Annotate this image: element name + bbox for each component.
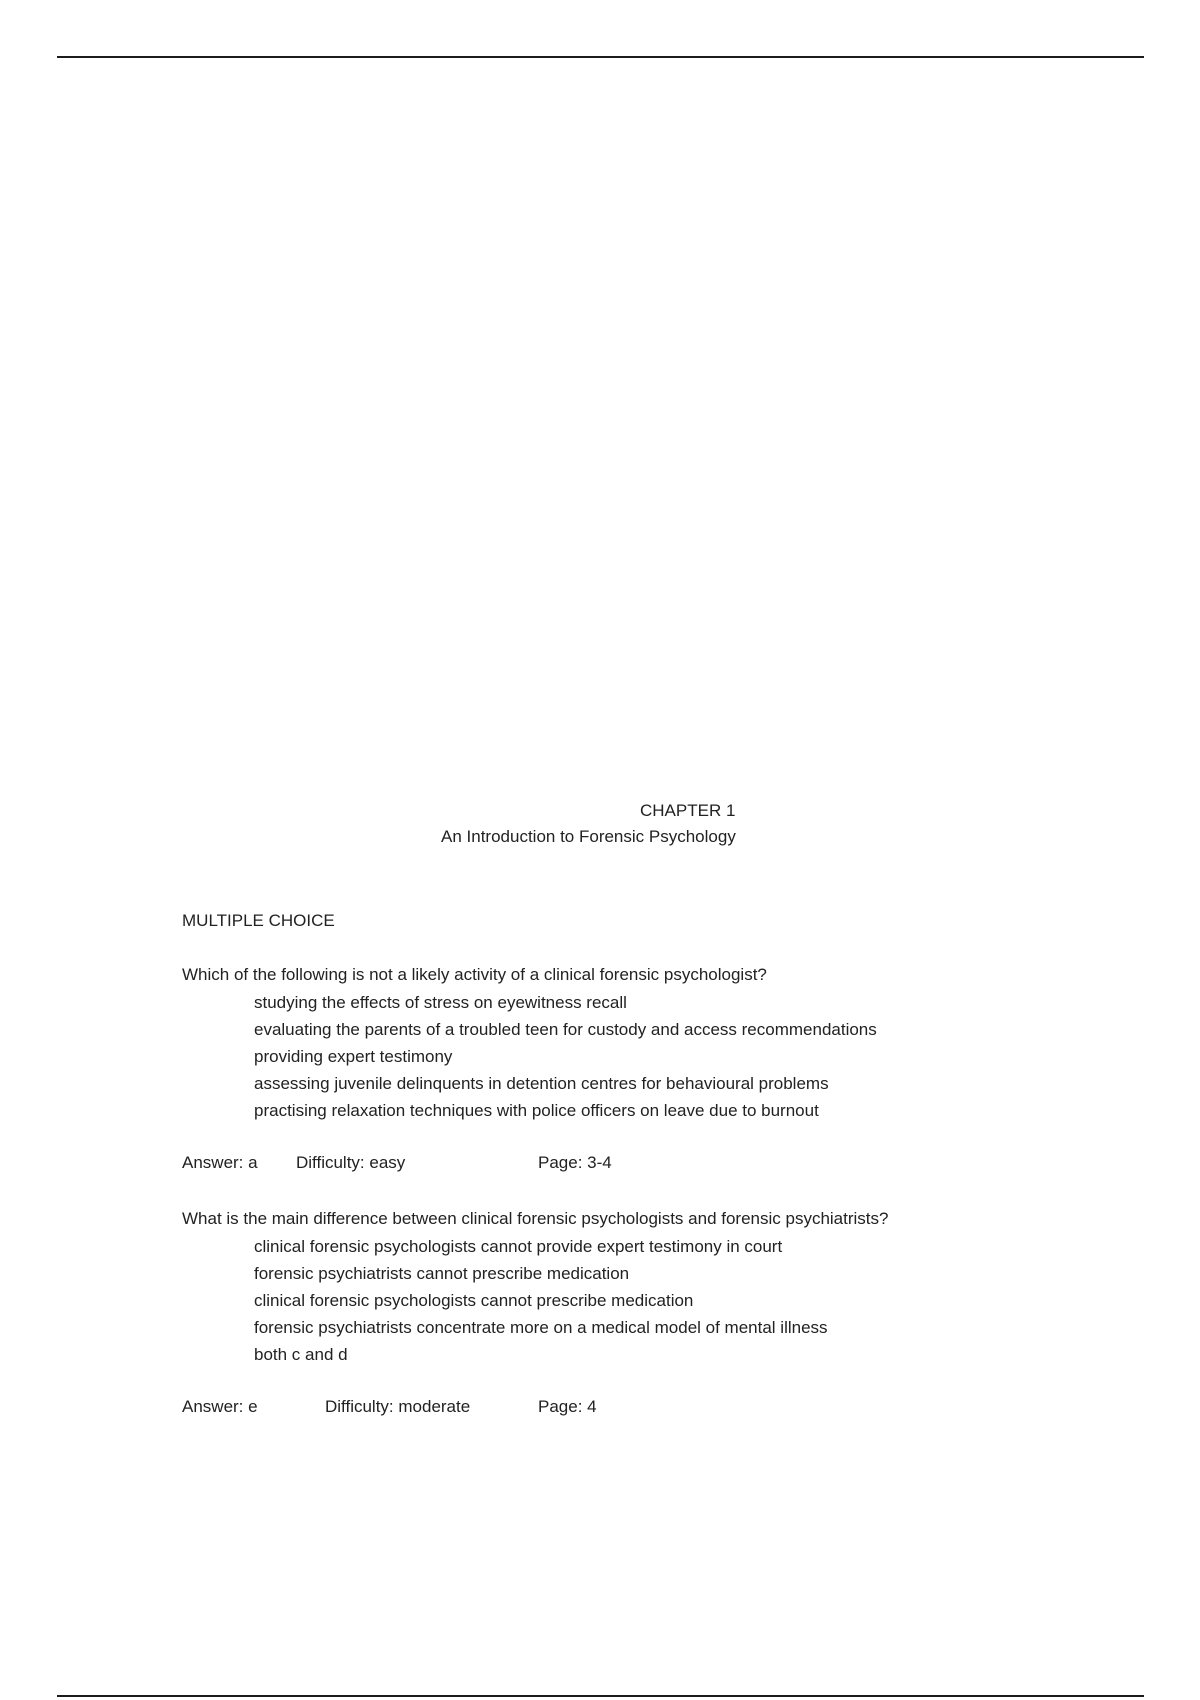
option-c: providing expert testimony xyxy=(254,1047,453,1066)
question-2 xyxy=(182,1207,1082,1419)
option-e: practising relaxation techniques with police officers on leave due to burnout xyxy=(254,1101,819,1120)
page-reference: Page: 4 xyxy=(538,1397,597,1416)
answer-key: Answer: e xyxy=(182,1397,258,1416)
bottom-rule xyxy=(57,1695,1144,1697)
option-list xyxy=(254,1233,1082,1368)
option-b: evaluating the parents of a troubled teen for custody and access recommendations xyxy=(254,1020,877,1039)
option-b: forensic psychiatrists cannot prescribe medication xyxy=(254,1264,630,1283)
answer-meta xyxy=(182,1395,1082,1419)
section-heading: MULTIPLE CHOICE xyxy=(182,911,335,930)
top-rule xyxy=(57,56,1144,58)
page-reference: Page: 3-4 xyxy=(538,1153,612,1172)
question-text: Which of the following is not a likely activity of a clinical forensic psychologist? xyxy=(182,965,767,984)
option-d: forensic psychiatrists concentrate more on a medical model of mental illness xyxy=(254,1318,828,1337)
answer-meta xyxy=(182,1151,1082,1175)
option-d: assessing juvenile delinquents in detention centres for behavioural problems xyxy=(254,1074,829,1093)
difficulty-label: Difficulty: easy xyxy=(296,1153,406,1172)
option-list xyxy=(254,989,1082,1124)
option-a: studying the effects of stress on eyewitness recall xyxy=(254,993,627,1012)
chapter-number: CHAPTER 1 xyxy=(640,801,736,820)
difficulty-label: Difficulty: moderate xyxy=(325,1397,471,1416)
question-text: What is the main difference between clinical forensic psychologists and forensic psychiatrists? xyxy=(182,1209,889,1228)
question-1 xyxy=(182,963,1082,1175)
option-e: both c and d xyxy=(254,1345,348,1364)
answer-key: Answer: a xyxy=(182,1153,258,1172)
option-c: clinical forensic psychologists cannot prescribe medication xyxy=(254,1291,694,1310)
chapter-title: An Introduction to Forensic Psychology xyxy=(441,827,736,846)
option-a: clinical forensic psychologists cannot provide expert testimony in court xyxy=(254,1237,783,1256)
